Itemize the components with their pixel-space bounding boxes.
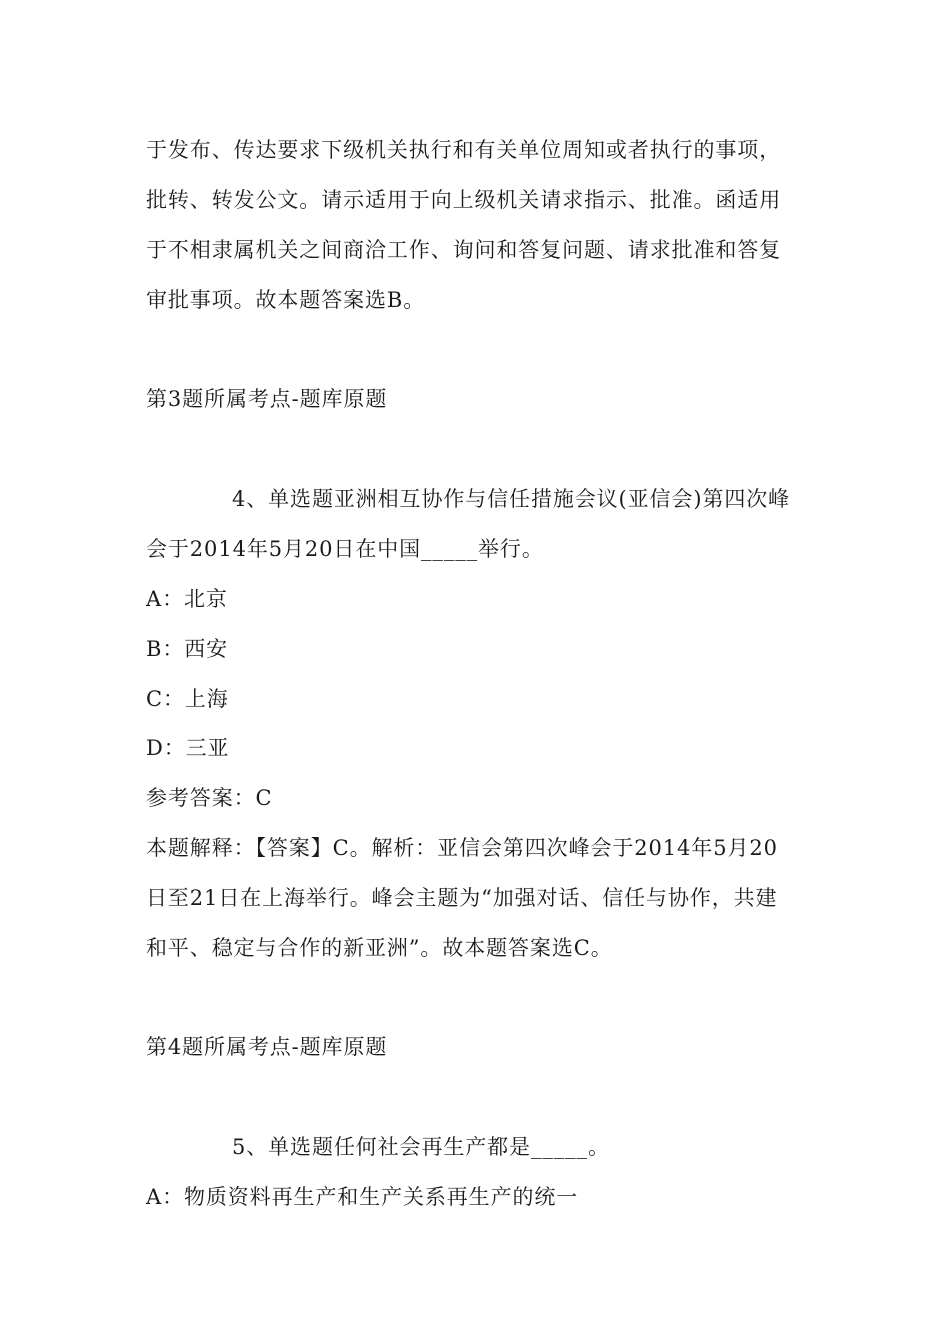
question-4-option-b: B：西安 <box>146 637 229 661</box>
explanation-line: 于发布、传达要求下级机关执行和有关单位周知或者执行的事项， <box>146 138 782 162</box>
explanation-line: 审批事项。故本题答案选B。 <box>146 288 426 312</box>
question-4-option-d: D：三亚 <box>146 736 230 760</box>
question-5-option-a: A：物质资料再生产和生产关系再生产的统一 <box>146 1185 579 1209</box>
question-4-topic: 第4题所属考点-题库原题 <box>146 1035 388 1059</box>
question-4-stem: 4、单选题亚洲相互协作与信任措施会议(亚信会)第四次峰 <box>232 487 791 511</box>
question-3-topic: 第3题所属考点-题库原题 <box>146 387 388 411</box>
question-4-explanation: 本题解释：【答案】C。解析：亚信会第四次峰会于2014年5月20 <box>146 836 778 860</box>
question-5-stem: 5、单选题任何社会再生产都是_____。 <box>232 1135 610 1159</box>
explanation-line: 批转、转发公文。请示适用于向上级机关请求指示、批准。函适用 <box>146 188 782 212</box>
explanation-line: 于不相隶属机关之间商洽工作、询问和答复问题、请求批准和答复 <box>146 238 782 262</box>
question-4-option-a: A：北京 <box>146 587 228 611</box>
question-4-answer: 参考答案：C <box>146 786 273 810</box>
question-4-stem-continued: 会于2014年5月20日在中国_____举行。 <box>146 537 544 561</box>
question-4-option-c: C：上海 <box>146 687 229 711</box>
question-4-explanation: 日至21日在上海举行。峰会主题为“加强对话、信任与协作，共建 <box>146 886 778 910</box>
question-4-explanation: 和平、稳定与合作的新亚洲”。故本题答案选C。 <box>146 936 613 960</box>
